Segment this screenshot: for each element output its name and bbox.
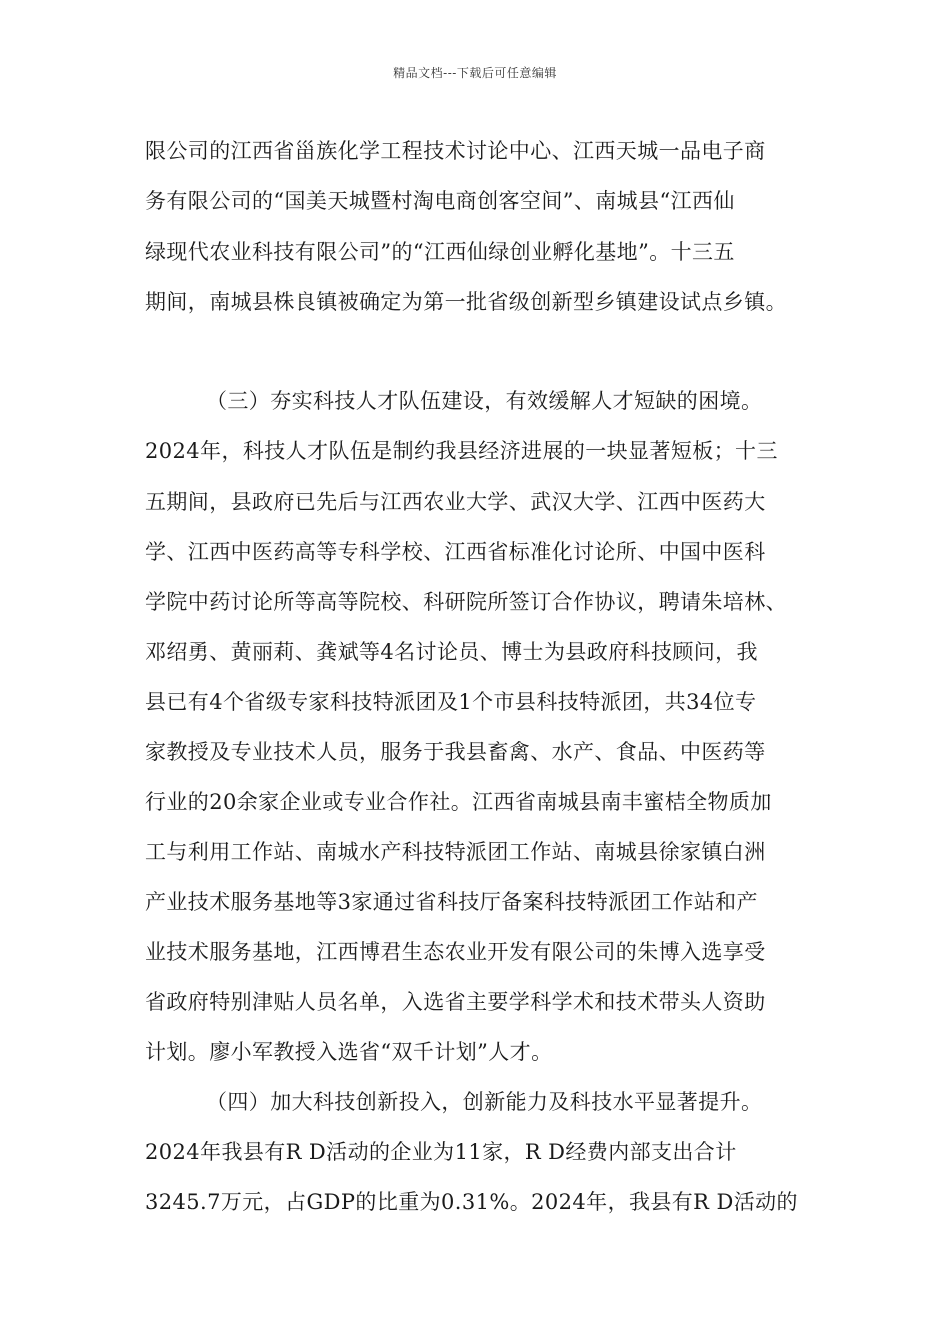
text-line: 计划。廖小军教授入选省“双千计划”人才。 [145, 1040, 553, 1064]
section-heading-4: （四）加大科技创新投入，创新能力及科技水平显著提升。 [206, 1090, 763, 1114]
text-line: 学、江西中医药高等专科学校、江西省标准化讨论所、中国中医科 [145, 540, 766, 564]
text-line: 绿现代农业科技有限公司”的“江西仙绿创业孵化基地”。十三五 [145, 240, 735, 264]
text-line: 学院中药讨论所等高等院校、科研院所签订合作协议，聘请朱培林、 [145, 590, 787, 614]
text-line: 五期间，县政府已先后与江西农业大学、武汉大学、江西中医药大 [145, 490, 766, 514]
text-line: 3245.7万元，占GDP的比重为0.31%。2024年，我县有R D活动的 [145, 1190, 798, 1214]
text-line: 务有限公司的“国美天城暨村淘电商创客空间”、南城县“江西仙 [145, 189, 735, 213]
text-line: 限公司的江西省甾族化学工程技术讨论中心、江西天城一品电子商 [145, 139, 766, 163]
text-line: 2024年我县有R D活动的企业为11家，R D经费内部支出合计 [145, 1140, 737, 1164]
text-line: 家教授及专业技术人员，服务于我县畜禽、水产、食品、中医药等 [145, 740, 766, 764]
text-line: 产业技术服务基地等3家通过省科技厅备案科技特派团工作站和产 [145, 890, 758, 914]
section-heading-3: （三）夯实科技人才队伍建设，有效缓解人才短缺的困境。 [206, 389, 763, 413]
text-line: 行业的20余家企业或专业合作社。江西省南城县南丰蜜桔全物质加 [145, 790, 772, 814]
page-header: 精品文档---下载后可任意编辑 [393, 66, 557, 80]
text-line: 县已有4个省级专家科技特派团及1个市县科技特派团，共34位专 [145, 690, 757, 714]
text-line: 业技术服务基地，江西博君生态农业开发有限公司的朱博入选享受 [145, 940, 766, 964]
text-line: 期间，南城县株良镇被确定为第一批省级创新型乡镇建设试点乡镇。 [145, 290, 787, 314]
text-line: 2024年，科技人才队伍是制约我县经济进展的一块显著短板；十三 [145, 439, 778, 463]
text-line: 工与利用工作站、南城水产科技特派团工作站、南城县徐家镇白洲 [145, 840, 766, 864]
text-line: 省政府特别津贴人员名单，入选省主要学科学术和技术带头人资助 [145, 990, 766, 1014]
text-line: 邓绍勇、黄丽莉、龚斌等4名讨论员、博士为县政府科技顾问，我 [145, 640, 758, 664]
